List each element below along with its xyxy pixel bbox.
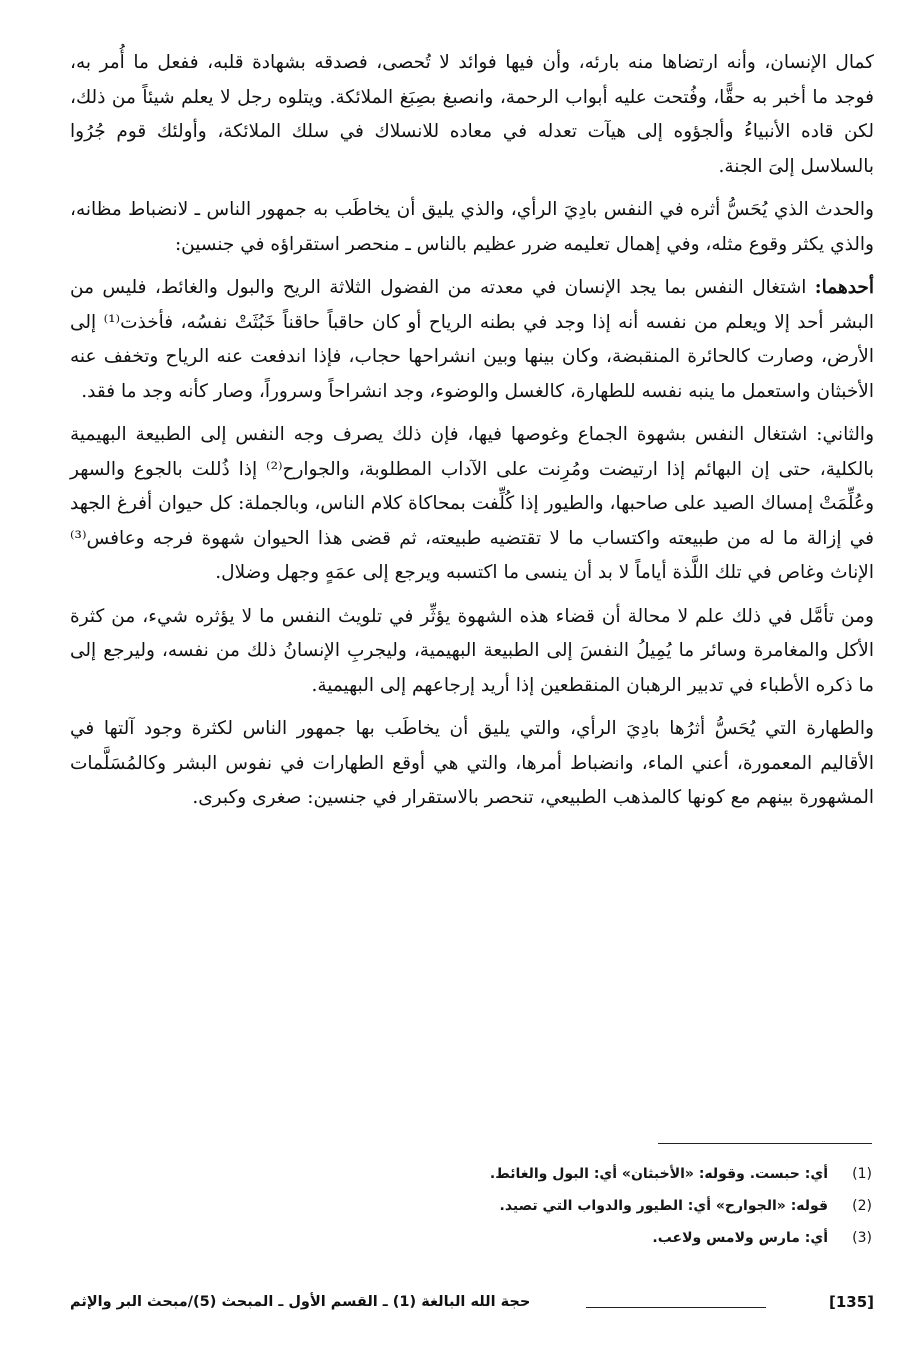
footnote-2 <box>300 1190 872 1222</box>
paragraph-2 <box>70 193 874 262</box>
paragraph-text: كمال الإنسان، وأنه ارتضاها منه بارئه، وأن فيها فوائد لا تُحصى، فصدقه بشهادة قلبه، ففعل ما أُمر به، فوجد ما أخبر به حقًّا، وفُتحت عليه أبواب الرحمة، وانصبغ بصِبَغ الملائكة. ويتلوه رجل لا يعلم شيئاً من ذلك، لكن قاده الأنبياءُ وألجؤوه إلى هيآت تعدله في معاده للانسلاك في سلك الملائكة، وأولئك قوم جُرُوا بالسلاسل إلىَ الجنة. <box>70 52 874 177</box>
paragraph-text: اشتغال النفس بما يجد الإنسان في معدته من الفضول الثلاثة الريح والبول والغائط، فليس من البشر أحد إلا ويعلم من نفسه أنه إذا وجد في بطنه الرياح أو كان حاقباً حاقناً خَبُثَتْ نفسُه، فأخذت⁽¹⁾ إلى الأرض، وصارت كالحائرة المنقبضة، وكان بينها وبين انشراحها حجاب، فإذا اندفعت عنه الرياح وتخفف عنه الأخبثان واستعمل ما ينبه نفسه للطهارة، كالغسل والوضوء، وجد انشراحاً وسروراً، وصار كأنه وجد ما فقد. <box>70 277 875 402</box>
paragraph-lead: أحدهما: <box>814 277 874 298</box>
running-title: حجة الله البالغة (1) ـ القسم الأول ـ المبحث (5)/مبحث البر والإثم <box>70 1294 531 1310</box>
paragraph-text: والثاني: اشتغال النفس بشهوة الجماع وغوصها فيها، فإن ذلك يصرف وجه النفس إلى الطبيعة البهيمية بالكلية، حتى إن البهائم إذا ارتيضت ومُرِنت على الآداب المطلوبة، والجوارح⁽²⁾ إذا ذُللت بالجوع والسهر وعُلِّمَتْ إمساك الصيد على صاحبها، والطيور إذا كُلِّفت بمحاكاة كلام الناس، وبالجملة: كل حيوان أفرغ الجهد في إزالة ما له من طبيعته واكتساب ما لا تقتضيه طبيعته، ثم قضى هذا الحيوان شهوة فرجه وعافس⁽³⁾ الإناث وغاص في تلك اللَّذة أياماً لا بد أن ينسى ما اكتسبه ويرجع إلى عمَهٍ وجهل وضلال. <box>70 424 874 583</box>
footnotes <box>300 1158 872 1254</box>
footnote-number: (3) <box>852 1230 872 1246</box>
page-footer <box>70 1292 874 1322</box>
footnote-1 <box>300 1158 872 1190</box>
page-number: [135] <box>828 1293 874 1311</box>
footnote-text: أي: مارس ولامس ولاعب. <box>652 1230 828 1246</box>
footnote-separator <box>658 1143 872 1144</box>
paragraph-6 <box>70 712 874 816</box>
paragraph-5 <box>70 600 874 704</box>
footnote-text: قوله: «الجوارح» أي: الطيور والدواب التي تصيد. <box>499 1198 828 1214</box>
paragraph-3 <box>70 271 874 409</box>
footnote-number: (2) <box>852 1198 872 1214</box>
paragraph-text: ومن تأمَّل في ذلك علم لا محالة أن قضاء هذه الشهوة يؤثِّر في تلويث النفس ما لا يؤثره شيء، من كثرة الأكل والمغامرة وسائر ما يُمِيلُ النفسَ إلى الطبيعة البهيمية، وليجربِ الإنسانُ ذلك من نفسه، وليرجع إلى ما ذكره الأطباء في تدبير الرهبان المنقطعين إذا أريد إرجاعهم إلى البهيمية. <box>70 605 874 696</box>
paragraph-1 <box>70 46 874 184</box>
paragraph-text: والطهارة التي يُحَسُّ أثرُها بادِيَ الرأي، والتي يليق أن يخاطَب بها جمهور الناس لكثرة وجود آلتها في الأقاليم المعمورة، أعني الماء، وانضباط أمرها، والتي هي أوقع الطهارات في نفوس البشر وكالمُسَلَّمات المشهورة بينهم مع كونها كالمذهب الطبيعي، تنحصر بالاستقرار في جنسين: صغرى وكبرى. <box>70 718 874 808</box>
footnote-3 <box>300 1222 872 1254</box>
paragraph-text: والحدث الذي يُحَسُّ أثره في النفس بادِيَ الرأي، والذي يليق أن يخاطَب به جمهور الناس ـ لانضباط مظانه، والذي يكثر وقوع مثله، وفي إهمال تعليمه ضرر عظيم بالناس ـ منحصر استقراؤه في جنسين: <box>70 199 874 255</box>
paragraph-4 <box>70 418 874 591</box>
footnote-text: أي: حبست. وقوله: «الأخبثان» أي: البول والغائط. <box>489 1166 828 1182</box>
main-text <box>70 46 874 825</box>
footer-rule <box>586 1307 766 1308</box>
footnote-number: (1) <box>852 1166 872 1182</box>
